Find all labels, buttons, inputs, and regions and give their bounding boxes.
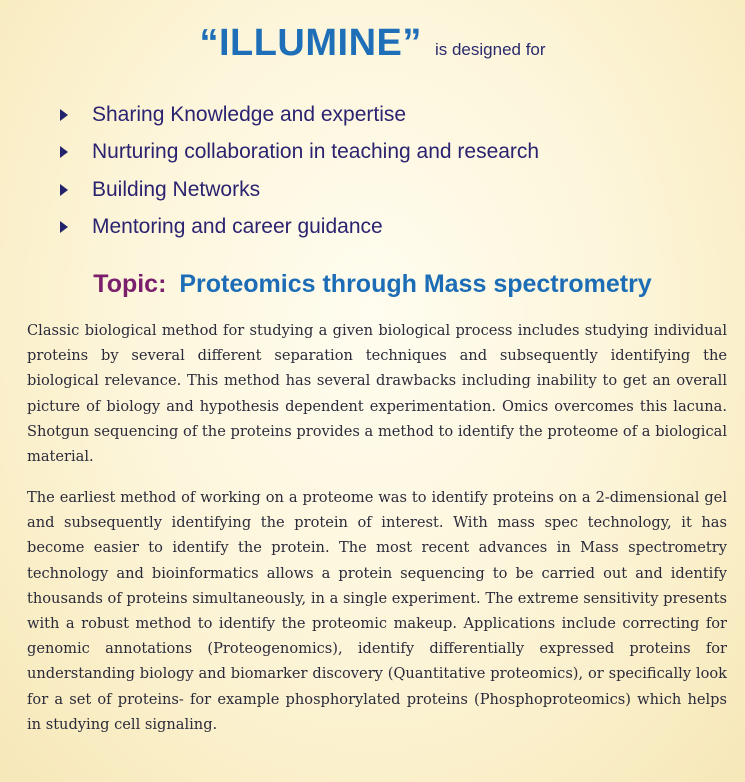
triangle-right-icon xyxy=(60,184,68,196)
topic-heading xyxy=(0,270,745,299)
list-item-label: Mentoring and career guidance xyxy=(92,215,383,239)
list-item xyxy=(60,171,700,209)
topic-label: Topic: xyxy=(93,270,167,298)
brand-title: “ILLUMINE” xyxy=(199,22,422,64)
brand-tagline: is designed for xyxy=(434,40,546,59)
list-item-label: Sharing Knowledge and expertise xyxy=(92,102,407,126)
list-item-label: Building Networks xyxy=(92,177,261,201)
triangle-right-icon xyxy=(60,146,68,158)
header xyxy=(0,22,745,65)
feature-list xyxy=(60,96,700,246)
topic-title: Proteomics through Mass spectrometry xyxy=(179,270,652,298)
list-item xyxy=(60,209,700,247)
triangle-right-icon xyxy=(60,109,68,121)
list-item xyxy=(60,96,700,134)
list-item-label: Nurturing collaboration in teaching and research xyxy=(92,140,540,164)
list-item xyxy=(60,134,700,172)
body-paragraph-2: The earliest method of working on a proteome was to identify proteins on a 2-dimensional gel and subsequently identifying the protein of interest. With mass spec technology, it has become easier to identify the protein. The most recent advances in Mass spectrometry technology and bioinformatics allows a protein sequencing to be carried out and identify thousands of proteins simultaneously, in a single experiment. The extreme sensitivity presents with a robust method to identify the proteomic makeup. Applications include correcting for genomic annotations (Proteogenomics), identify differentially expressed proteins for understanding biology and biomarker discovery (Quantitative proteomics), or specifically look for a set of proteins- for example phosphorylated proteins (Phosphoproteomics) which helps in studying cell signaling. xyxy=(27,489,727,733)
body-paragraph-1: Classic biological method for studying a given biological process includes studying individual proteins by several different separation techniques and subsequently identifying the biological relevance. This method has several drawbacks including inability to get an overall picture of biology and hypothesis dependent experimentation. Omics overcomes this lacuna. Shotgun sequencing of the proteins provides a method to identify the proteome of a biological material. xyxy=(27,322,727,466)
triangle-right-icon xyxy=(60,221,68,233)
